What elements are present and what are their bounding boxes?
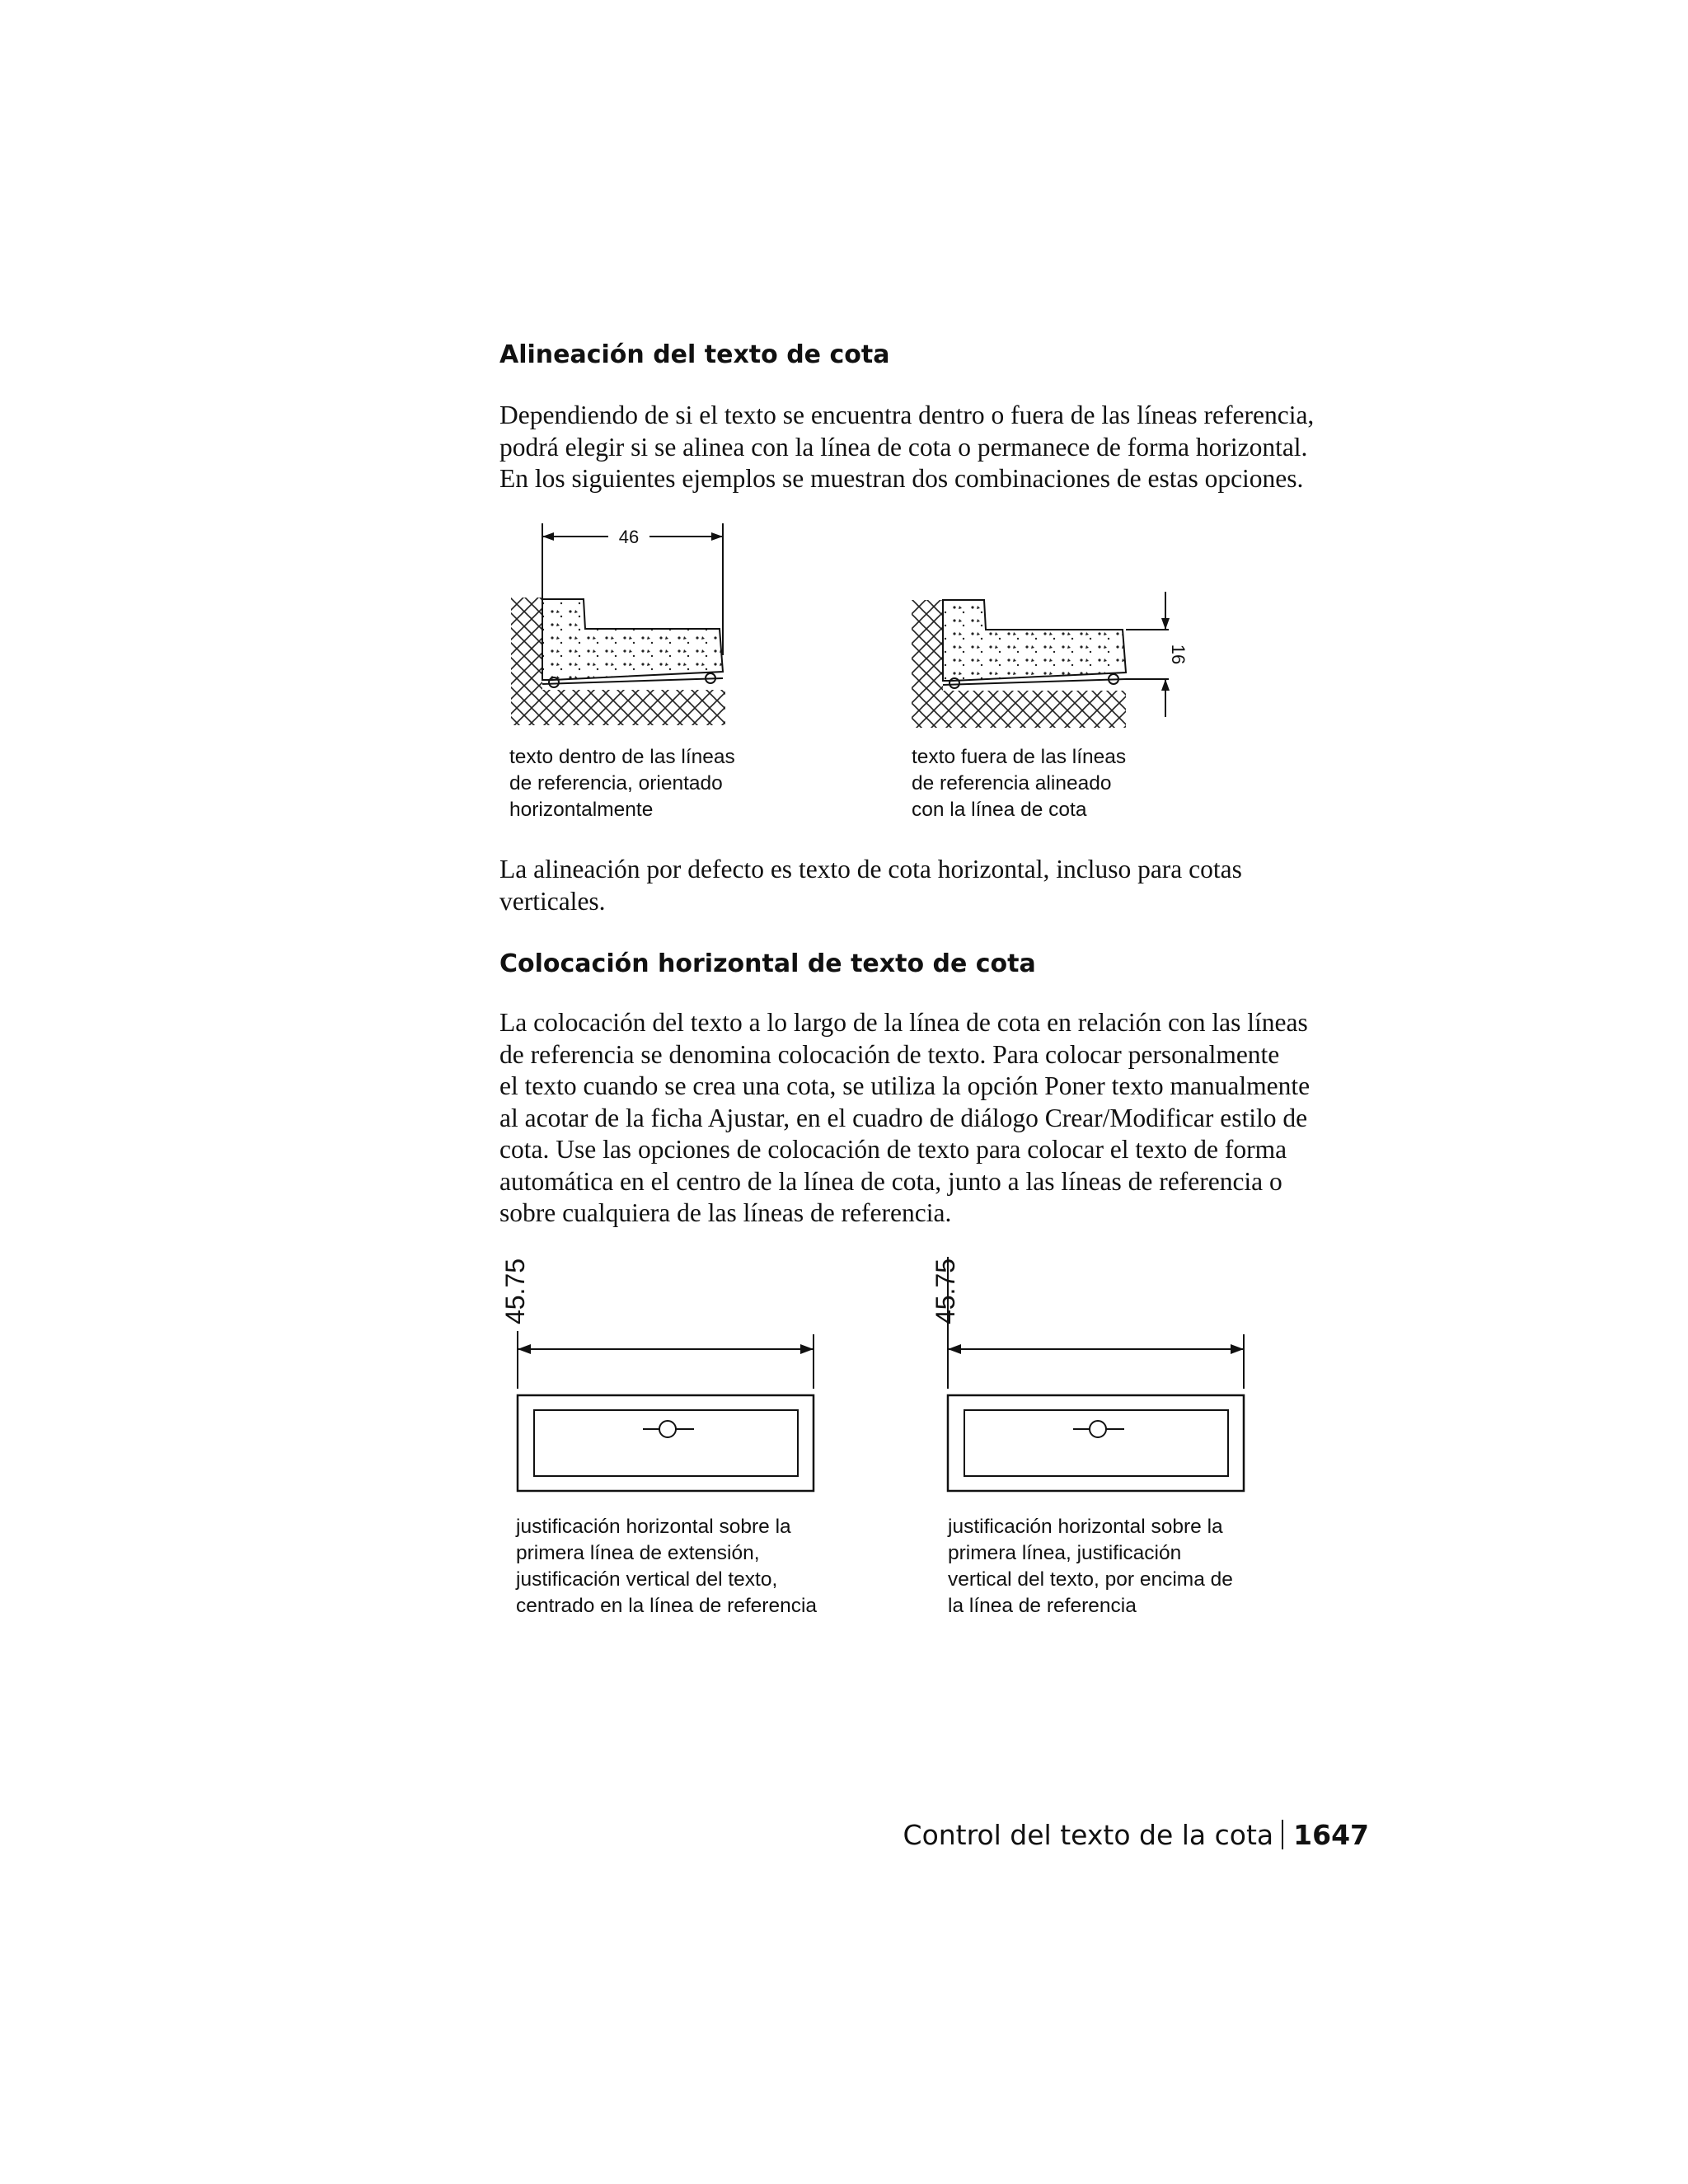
section-heading-alineacion: Alineación del texto de cota [499, 340, 890, 369]
caption-text-outside: texto fuera de las líneas de referencia alineado con la línea de cota [912, 746, 1127, 821]
default-alignment-note: La alineación por defecto es texto de cota horizontal, incluso para cotas verticales. [499, 855, 1242, 916]
figure-first-line-above [933, 1249, 1263, 1500]
placement-paragraph: La colocación del texto a lo largo de la línea de cota en relación con las líneas de referencia se denomina colocación de texto. Para colocar personalmente el texto cuando se crea una cota, se utiliza la opción Poner texto manualmente al acotar de la ficha Ajustar, en el cuadro de diálogo Crear/Modificar estilo de cota. Use las opciones de colocación de texto para colocar el texto de forma automática en el centro de la línea de cota, junto a las líneas de referencia o sobre cualquiera de las líneas de referencia. [499, 1008, 1311, 1227]
intro-paragraph: Dependiendo de si el texto se encuentra dentro o fuera de las líneas referencia, podrá elegir si se alinea con la línea de cota o permanece de forma horizontal. En los siguientes ejemplos se muestran dos combinaciones de estas opciones. [499, 401, 1315, 493]
chapter-title: Control del texto de la cota [903, 1819, 1274, 1851]
dimension-value-46: 46 [618, 527, 640, 547]
figure-first-extension-centered [500, 1249, 832, 1500]
page-footer [903, 1818, 1369, 1853]
caption-first-line-above: justificación horizontal sobre la primera línea, justificación vertical del texto, por encima de la línea de referencia [948, 1516, 1233, 1617]
dimension-value-45-75-right: 45.75 [931, 1258, 960, 1325]
page-number: 1647 [1293, 1819, 1369, 1851]
dimension-value-16: 16 [1168, 644, 1189, 665]
caption-first-extension-centered: justificación horizontal sobre la primera línea de extensión, justificación vertical del texto, centrado en la línea de referencia [516, 1516, 818, 1617]
caption-text-inside: texto dentro de las líneas de referencia, orientado horizontalmente [509, 746, 735, 821]
footer-separator [1282, 1820, 1283, 1849]
dimension-value-45-75-left: 45.75 [500, 1258, 530, 1325]
figure-text-inside-horizontal [495, 515, 742, 738]
figure-text-outside-aligned [897, 577, 1189, 742]
section-heading-colocacion: Colocación horizontal de texto de cota [499, 949, 1036, 978]
